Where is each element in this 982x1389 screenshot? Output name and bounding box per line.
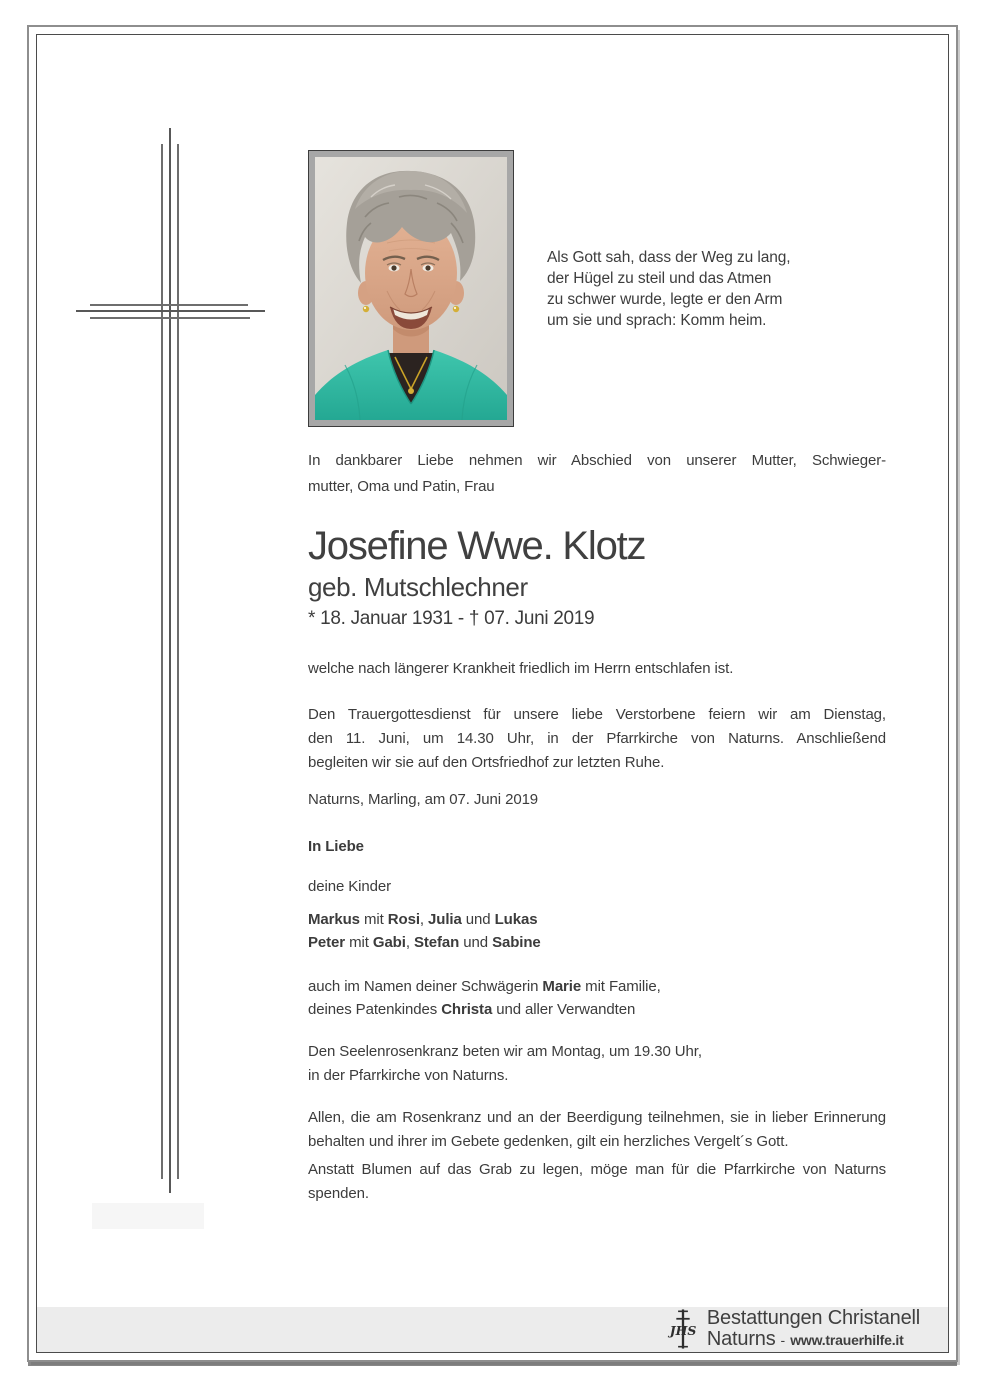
- cross-vertical-line: [169, 128, 171, 1193]
- memorial-poem: Als Gott sah, dass der Weg zu lang, der Hügel zu steil und das Atmen zu schwer wurde, legte er den Arm um sie und sprach: Komm heim.: [547, 249, 791, 329]
- children-names: Markus mit Rosi, Julia und Lukas Peter mit Gabi, Stefan und Sabine: [308, 911, 541, 951]
- company-location-line: [707, 1329, 920, 1350]
- maiden-name: geb. Mutschlechner: [308, 572, 528, 602]
- cross-vertical-line: [177, 144, 179, 1179]
- life-dates: * 18. Januar 1931 - † 07. Juni 2019: [308, 608, 595, 629]
- funeral-announcement: Den Trauergottesdienst für unsere liebe Verstorbene feiern wir am Dienstag, den 11. Juni, um 14.30 Uhr, in der Pfarrkirche von Naturns. Anschließend begleiten wir sie auf den Ortsfriedhof zur letzten Ruhe.: [308, 706, 886, 771]
- company-website: www.trauerhilfe.it: [790, 1332, 904, 1348]
- thanks-text: Allen, die am Rosenkranz und an der Beerdigung teilnehmen, sie in lieber Erinnerung behalten und ihrer im Gebete gedenken, gilt ein herzliches Vergelt´s Gott.: [308, 1109, 886, 1150]
- cross-horizontal-line: [90, 304, 248, 306]
- place-and-date: Naturns, Marling, am 07. Juni 2019: [308, 791, 539, 808]
- passing-text: welche nach längerer Krankheit friedlich im Herrn entschlafen ist.: [308, 660, 734, 677]
- separator-dash: -: [780, 1332, 786, 1348]
- relatives-names: auch im Namen deiner Schwägerin Marie mit Familie, deines Patenkindes Christa und aller Verwandten: [308, 978, 661, 1018]
- children-label: deine Kinder: [308, 878, 392, 895]
- svg-text:JHS: JHS: [669, 1323, 697, 1339]
- funeral-home-logo: [667, 1305, 920, 1353]
- scan-artifact: [92, 1203, 204, 1229]
- donation-request: Anstatt Blumen auf das Grab zu legen, möge man für die Pfarrkirche von Naturns spenden.: [308, 1161, 886, 1202]
- portrait-photo-image: [315, 157, 507, 420]
- rosary-announcement: Den Seelenrosenkranz beten wir am Montag, um 19.30 Uhr, in der Pfarrkirche von Naturns.: [308, 1043, 702, 1084]
- jhs-cross-icon: [667, 1307, 699, 1351]
- portrait-photo: [308, 150, 514, 427]
- company-location: Naturns: [706, 1328, 776, 1350]
- cross-horizontal-line: [90, 317, 250, 319]
- funeral-home-text: [707, 1308, 920, 1350]
- closing-in-love: In Liebe: [308, 838, 364, 855]
- intro-text: In dankbarer Liebe nehmen wir Abschied von unserer Mutter, Schwieger- mutter, Oma und Patin, Frau: [308, 452, 886, 495]
- cross-horizontal-line: [76, 310, 265, 312]
- company-name: Bestattungen Christanell: [706, 1307, 920, 1329]
- cross-vertical-line: [161, 144, 163, 1179]
- deceased-name: Josefine Wwe. Klotz: [308, 524, 646, 568]
